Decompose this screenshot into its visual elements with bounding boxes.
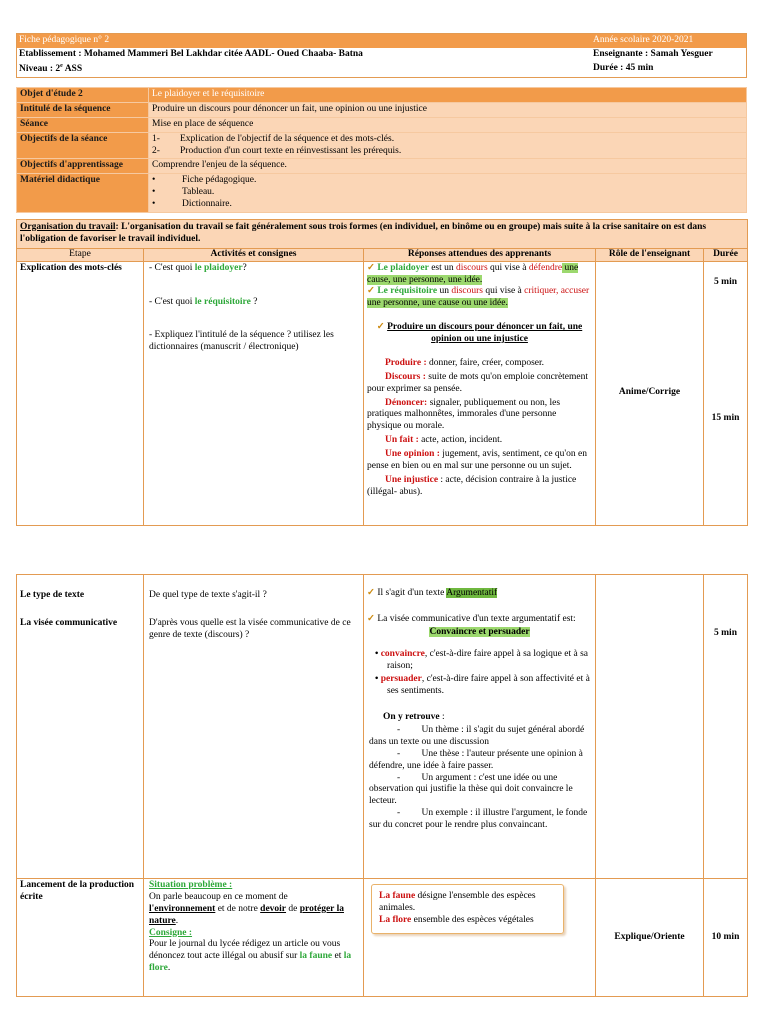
col-duree: Durée: [704, 248, 748, 261]
col-reponses: Réponses attendues des apprenants: [364, 248, 596, 261]
objet-label: Objet d'étude 2: [17, 88, 149, 103]
duration-10min: 10 min: [704, 879, 748, 997]
lesson-table-2: [16, 574, 748, 997]
seance-label: Séance: [17, 117, 149, 132]
durations-cell: 5 min 15 min: [704, 261, 748, 525]
objectifs-seance-value: 1- Explication de l'objectif de la séquence et des mots-clés. 2- Production d'un court texte en réinvestissant les prérequis.: [149, 132, 747, 159]
enseignante: Enseignante : Samah Yesguer: [593, 48, 713, 59]
duree: Durée : 45 min: [593, 62, 654, 73]
materiel-label: Matériel didactique: [17, 174, 149, 213]
table-header: [17, 248, 748, 261]
etape-mots-cles: Explication des mots-clés: [17, 261, 144, 525]
answers-cell: ✓ Le plaidoyer est un discours qui vise à défendre une cause, une personne, une idée. ✓ Le réquisitoire un discours qui vise à critiquer, accuser une personne, une cause ou une idée. ✓ Produire un discours pour dénoncer un fait, une opinion ou une injustice Produire : donner, faire, créer, composer. Discours : suite de mots qu'on emploie concrètement pour exprimer sa pensée. Dénoncer: signaler, publiquement ou non, les pratiques malhonnêtes, immorales d'une personne physique ou morale. Un fait : acte, action, incident. Une opinion : jugement, avis, sentiment, ce qu'on en pense en bien ou en mal sur une personne ou un sujet. Une injustice : acte, décision contraire à la justice (illégal- abus).: [364, 261, 596, 525]
situation-cell: Situation problème : On parle beaucoup en ce moment de l'environnement et de notre devoir de protéger la nature. Consigne : Pour le journal du lycée rédigez un article ou vous dénoncez tout acte illégal ou abusif sur la faune et la flore.: [144, 879, 364, 997]
fiche-number: Fiche pédagogique n° 2: [17, 34, 592, 48]
school-year: Année scolaire 2020-2021: [591, 34, 747, 48]
col-activites: Activités et consignes: [144, 248, 364, 261]
sequence-value: Produire un discours pour dénoncer un fait, une opinion ou une injustice: [149, 102, 747, 117]
sequence-label: Intitulé de la séquence: [17, 102, 149, 117]
role-explique-oriente: Explique/Oriente: [596, 879, 704, 997]
seance-value: Mise en place de séquence: [149, 117, 747, 132]
niveau: Niveau : 2e ASS: [19, 62, 83, 74]
etablissement: Etablissement : Mohamed Mammeri Bel Lakhdar citée AADL- Oued Chaaba- Batna: [19, 48, 363, 59]
activities-cell: - C'est quoi le plaidoyer? - C'est quoi le réquisitoire ? - Expliquez l'intitulé de la séquence ? utilisez les dictionnaires (manuscrit / électronique): [144, 261, 364, 525]
col-etape: Etape: [17, 248, 144, 261]
role-empty: [596, 575, 704, 879]
answers-cell-2: ✓ Il s'agit d'un texte Argumentatif ✓ La visée communicative d'un texte argumentatif est: Convaincre et persuader • convaincre, c'est-à-dire faire appel à sa logique et à sa raison; • persuader, c'est-à-dire faire appel à son affectivité et à ses sentiments. On y retrouve : - Un thème : il s'agit du sujet général abordé dans un texte ou une discussion - Une thèse : l'auteur présente une opinion à défendre, une idée à faire passer. - Un argument : c'est une idée ou une observation qui justifie la thèse qui doit convaincre le lecteur. - Un exemple : il illustre l'argument, le fonde sur du concret pour le rendre plus convaincant.: [364, 575, 596, 879]
objectifs-seance-label: Objectifs de la séance: [17, 132, 149, 159]
duration-5min-2: 5 min: [704, 575, 748, 879]
lesson-table-1: [16, 219, 748, 526]
fiche-header: [16, 33, 747, 78]
col-role: Rôle de l'enseignant: [596, 248, 704, 261]
objet-value: Le plaidoyer et le réquisitoire: [149, 88, 747, 103]
objectifs-apprentissage-label: Objectifs d'apprentissage: [17, 159, 149, 174]
activities-cell-2: De quel type de texte s'agit-il ? D'après vous quelle est la visée communicative de ce genre de texte (discours) ?: [144, 575, 364, 879]
materiel-value: • Fiche pédagogique. • Tableau. • Dictionnaire.: [149, 174, 747, 213]
objectives-table: [16, 87, 747, 213]
etape-type-visee: Le type de texte La visée communicative: [17, 575, 144, 879]
definition-box-cell: [364, 879, 596, 997]
role-anime-corrige: Anime/Corrige: [596, 261, 704, 525]
organisation-row: Organisation du travail: L'organisation du travail se fait généralement sous trois formes (en individuel, en binôme ou en groupe) mais suite à la crise sanitaire on est dans l'obligation de favoriser le travail individuel.: [17, 220, 748, 249]
faune-flore-box: La faune désigne l'ensemble des espèces animales. La flore ensemble des espèces végétales: [371, 884, 564, 934]
objectifs-apprentissage-value: Comprendre l'enjeu de la séquence.: [149, 159, 747, 174]
definitions: Produire : donner, faire, créer, composer. Discours : suite de mots qu'on emploie concrètement pour exprimer sa pensée. Dénoncer: signaler, publiquement ou non, les pratiques malhonnêtes, immorales d'une personne physique ou morale. Un fait : acte, action, incident. Une opinion : jugement, avis, sentiment, ce qu'on en pense en bien ou en mal sur une personne ou un sujet. Une injustice : acte, décision contraire à la justice (illégal- abus).: [367, 357, 589, 497]
etape-lancement: Lancement de la production écrite: [17, 879, 144, 997]
